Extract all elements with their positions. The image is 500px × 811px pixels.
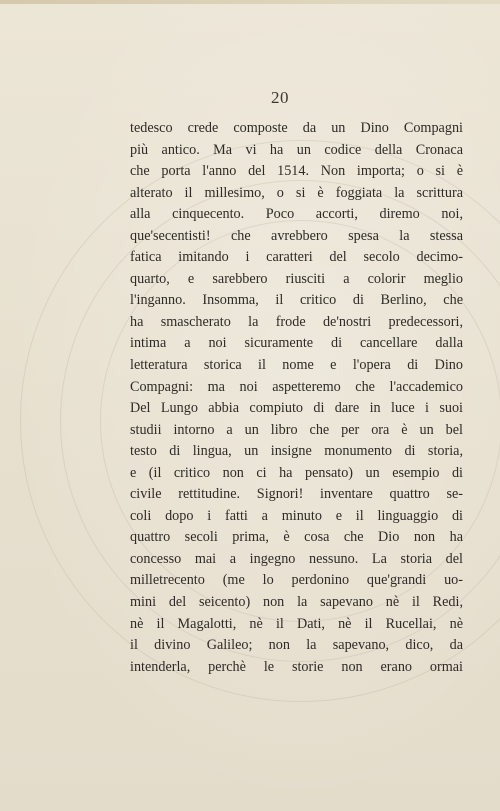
- text-line: il divino Galileo; non la sapevano, dico, da: [130, 637, 463, 654]
- text-line: concesso mai a ingegno nessuno. La storia del: [130, 550, 463, 567]
- text-line: studii intorno a un libro che per ora è un bel: [130, 421, 463, 438]
- text-line: fatica imitando i caratteri del secolo decimo-: [130, 249, 463, 266]
- text-line: nè il Magalotti, nè il Dati, nè il Rucellai, nè: [130, 615, 463, 632]
- text-line: quarto, e sarebbero riusciti a colorir meglio: [130, 270, 463, 287]
- body-text: [130, 118, 463, 678]
- text-line: l'inganno. Insomma, il critico di Berlino, che: [130, 292, 463, 309]
- text-line: che porta l'anno del 1514. Non importa; o si è: [130, 163, 463, 180]
- page-number: 20: [271, 88, 289, 107]
- text-line: ha smascherato la frode de'nostri predecessori,: [130, 313, 463, 330]
- text-line: mini del seicento) non la sapevano nè il Redi,: [130, 594, 463, 611]
- text-line: alterato il millesimo, o si è foggiata la scrittura: [130, 184, 463, 201]
- text-line: civile rettitudine. Signori! inventare quattro se-: [130, 486, 463, 503]
- text-line: que'secentisti! che avrebbero spesa la stessa: [130, 227, 463, 244]
- text-line: più antico. Ma vi ha un codice della Cronaca: [130, 141, 463, 158]
- text-line: quattro secoli prima, è cosa che Dio non ha: [130, 529, 463, 546]
- text-line: e (il critico non ci ha pensato) un esempio di: [130, 464, 463, 481]
- text-line: alla cinquecento. Poco accorti, diremo noi,: [130, 206, 463, 223]
- text-line: coli dopo i fatti a minuto e il linguaggio di: [130, 507, 463, 524]
- text-line: Del Lungo abbia compiuto di dare in luce i suoi: [130, 400, 463, 417]
- text-line: tedesco crede composte da un Dino Compagni: [130, 120, 463, 136]
- page-top-edge: [0, 0, 500, 4]
- text-line: milletrecento (me lo perdonino que'grandi uo-: [130, 572, 463, 589]
- text-line: testo di lingua, un insigne monumento di storia,: [130, 443, 463, 460]
- text-line: intenderla, perchè le storie non erano ormai: [130, 658, 463, 675]
- text-line: letteratura storica il nome e l'opera di Dino: [130, 357, 463, 374]
- text-line: intima a noi sicuramente di cancellare dalla: [130, 335, 463, 352]
- text-line: Compagni: ma noi aspetteremo che l'accademico: [130, 378, 463, 395]
